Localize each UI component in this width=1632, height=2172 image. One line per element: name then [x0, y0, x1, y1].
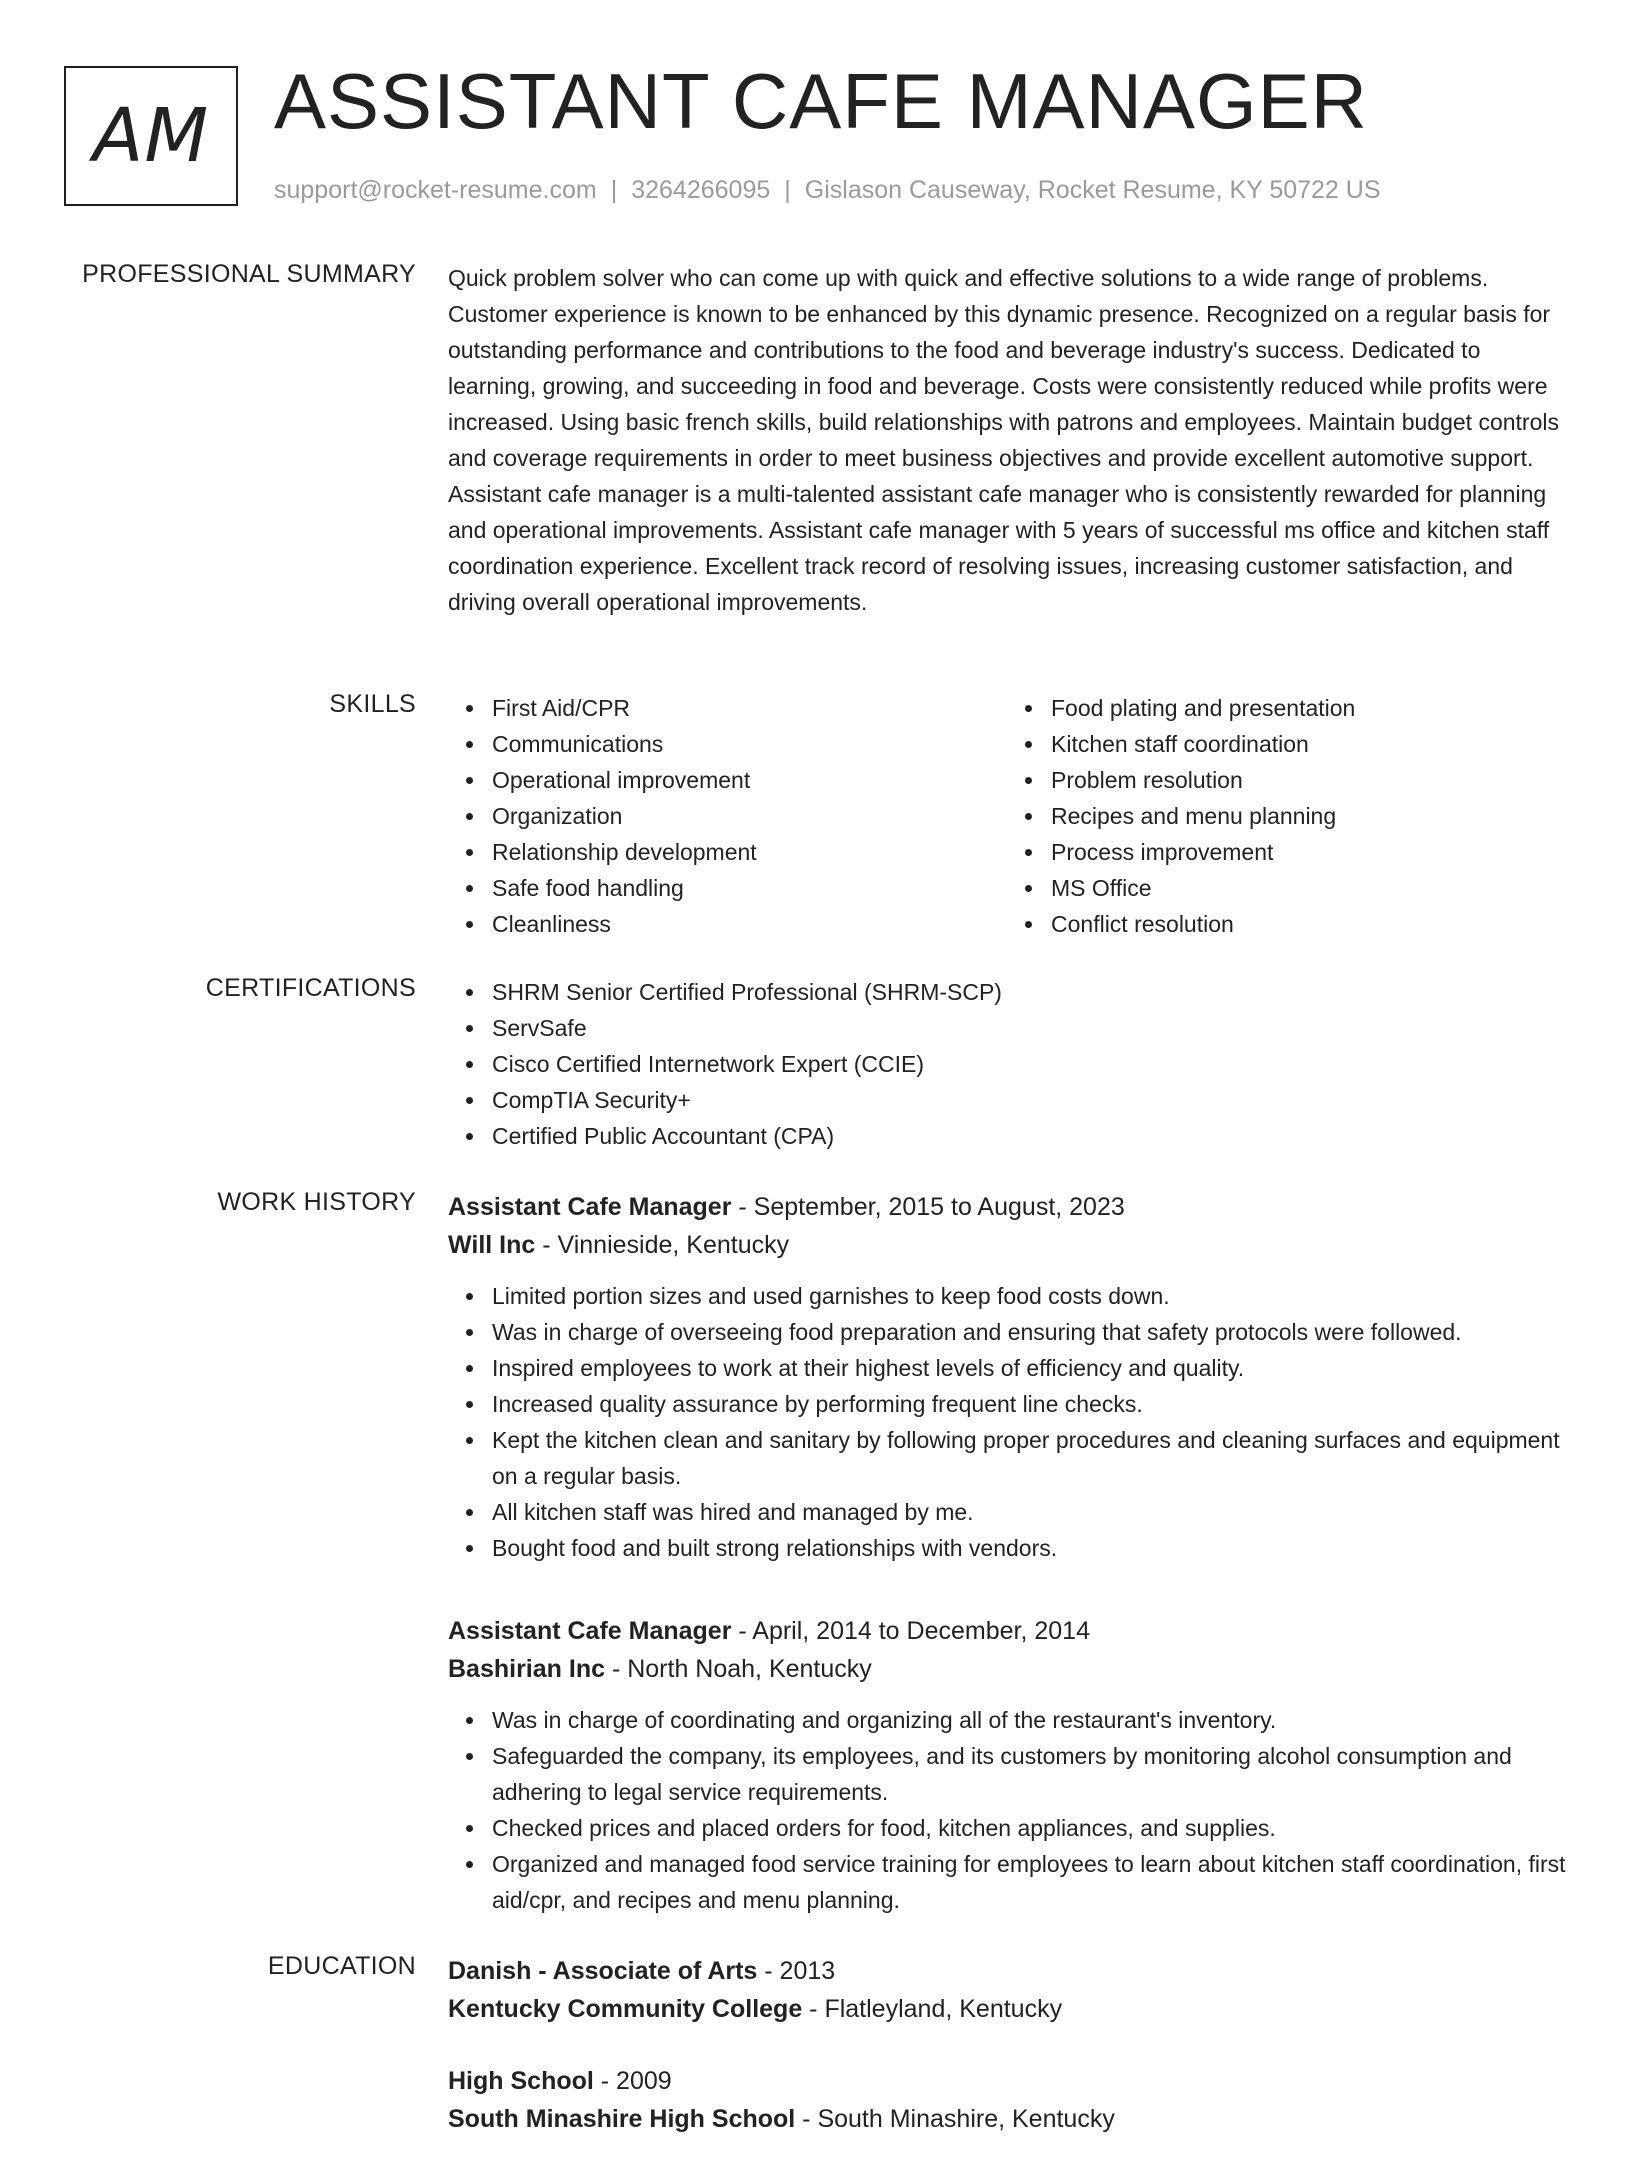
list-item: Operational improvement	[492, 762, 1007, 798]
list-item: Checked prices and placed orders for food, kitchen appliances, and supplies.	[492, 1810, 1566, 1846]
list-item: CompTIA Security+	[492, 1082, 1566, 1118]
list-item: ServSafe	[492, 1010, 1566, 1046]
skills-left-list	[448, 690, 1007, 942]
list-item: SHRM Senior Certified Professional (SHRM-SCP)	[492, 974, 1566, 1010]
resume-title: ASSISTANT CAFE MANAGER	[274, 57, 1368, 145]
list-item: Conflict resolution	[1051, 906, 1566, 942]
monogram-box	[64, 66, 238, 206]
education-location: - Flatleyland, Kentucky	[802, 1995, 1063, 2023]
list-item: Cleanliness	[492, 906, 1007, 942]
education-school: Kentucky Community College	[448, 1995, 803, 2023]
list-item: MS Office	[1051, 870, 1566, 906]
list-item: Bought food and built strong relationships with vendors.	[492, 1530, 1566, 1566]
job-entry	[448, 1612, 1566, 1918]
skills-right-list	[1007, 690, 1566, 942]
job-title-line	[448, 1188, 1566, 1226]
work-history-body	[448, 1188, 1566, 1964]
list-item: Inspired employees to work at their highest levels of efficiency and quality.	[492, 1350, 1566, 1386]
contact-email: support@rocket-resume.com	[274, 176, 597, 204]
education-school-line	[448, 2100, 1566, 2138]
education-degree-line	[448, 1952, 1566, 1990]
skills-body	[448, 690, 1566, 942]
list-item: Increased quality assurance by performing frequent line checks.	[492, 1386, 1566, 1422]
summary-body	[448, 260, 1566, 620]
job-dates: - September, 2015 to August, 2023	[731, 1193, 1125, 1221]
contact-address: Gislason Causeway, Rocket Resume, KY 50722 US	[804, 176, 1381, 204]
job-company: Bashirian Inc	[448, 1655, 605, 1683]
job-title-line	[448, 1612, 1566, 1650]
list-item: Kept the kitchen clean and sanitary by following proper procedures and cleaning surfaces and equipment on a regular basis.	[492, 1422, 1566, 1494]
education-year: - 2009	[593, 2067, 672, 2095]
summary-heading: PROFESSIONAL SUMMARY	[82, 260, 416, 288]
list-item: Problem resolution	[1051, 762, 1566, 798]
list-item: Recipes and menu planning	[1051, 798, 1566, 834]
list-item: Was in charge of overseeing food preparation and ensuring that safety protocols were followed.	[492, 1314, 1566, 1350]
education-entry	[448, 2062, 1566, 2138]
list-item: Organized and managed food service training for employees to learn about kitchen staff coordination, first aid/cpr, and recipes and menu planning.	[492, 1846, 1566, 1918]
list-item: Relationship development	[492, 834, 1007, 870]
certifications-body	[448, 974, 1566, 1154]
job-company-line	[448, 1226, 1566, 1264]
contact-phone: 3264266095	[631, 176, 771, 204]
job-bullets	[448, 1702, 1566, 1918]
education-entry	[448, 1952, 1566, 2028]
list-item: Food plating and presentation	[1051, 690, 1566, 726]
contact-separator: |	[610, 176, 618, 204]
job-title: Assistant Cafe Manager	[448, 1193, 732, 1221]
list-item: All kitchen staff was hired and managed by me.	[492, 1494, 1566, 1530]
list-item: Safe food handling	[492, 870, 1007, 906]
education-degree-line	[448, 2062, 1566, 2100]
list-item: Limited portion sizes and used garnishes to keep food costs down.	[492, 1278, 1566, 1314]
list-item: Was in charge of coordinating and organizing all of the restaurant's inventory.	[492, 1702, 1566, 1738]
work-history-heading: WORK HISTORY	[217, 1188, 416, 1216]
certifications-heading: CERTIFICATIONS	[205, 974, 416, 1002]
education-degree: High School	[448, 2067, 594, 2095]
education-heading: EDUCATION	[267, 1952, 416, 1980]
list-item: Process improvement	[1051, 834, 1566, 870]
job-location: - North Noah, Kentucky	[605, 1655, 872, 1683]
job-bullets	[448, 1278, 1566, 1566]
list-item: Communications	[492, 726, 1007, 762]
list-item: Organization	[492, 798, 1007, 834]
education-school-line	[448, 1990, 1566, 2028]
list-item: Safeguarded the company, its employees, and its customers by monitoring alcohol consumption and adhering to legal service requirements.	[492, 1738, 1566, 1810]
monogram-initials: AM	[92, 93, 210, 179]
certifications-list	[448, 974, 1566, 1154]
list-item: Certified Public Accountant (CPA)	[492, 1118, 1566, 1154]
contact-line	[274, 176, 1381, 205]
list-item: Cisco Certified Internetwork Expert (CCIE)	[492, 1046, 1566, 1082]
list-item: Kitchen staff coordination	[1051, 726, 1566, 762]
job-title: Assistant Cafe Manager	[448, 1617, 732, 1645]
skills-heading: SKILLS	[329, 690, 416, 718]
job-entry	[448, 1188, 1566, 1566]
education-body	[448, 1952, 1566, 2172]
job-company-line	[448, 1650, 1566, 1688]
summary-text: Quick problem solver who can come up with quick and effective solutions to a wide range of problems. Customer experience is known to be enhanced by this dynamic presence. Recognized on a regular basis for outstanding performance and contributions to the food and beverage industry's success. Dedicated to learning, growing, and succeeding in food and beverage. Costs were consistently reduced while profits were increased. Using basic french skills, build relationships with patrons and employees. Maintain budget controls and coverage requirements in order to meet business objectives and provide excellent automotive support. Assistant cafe manager is a multi-talented assistant cafe manager who is consistently rewarded for planning and operational improvements. Assistant cafe manager with 5 years of successful ms office and kitchen staff coordination experience. Excellent track record of resolving issues, increasing customer satisfaction, and driving overall operational improvements.	[448, 265, 1559, 615]
job-location: - Vinnieside, Kentucky	[535, 1231, 790, 1259]
job-company: Will Inc	[448, 1231, 536, 1259]
list-item: First Aid/CPR	[492, 690, 1007, 726]
education-year: - 2013	[757, 1957, 836, 1985]
job-dates: - April, 2014 to December, 2014	[731, 1617, 1090, 1645]
education-school: South Minashire High School	[448, 2105, 796, 2133]
education-degree: Danish - Associate of Arts	[448, 1957, 758, 1985]
education-location: - South Minashire, Kentucky	[795, 2105, 1115, 2133]
contact-separator: |	[784, 176, 791, 204]
